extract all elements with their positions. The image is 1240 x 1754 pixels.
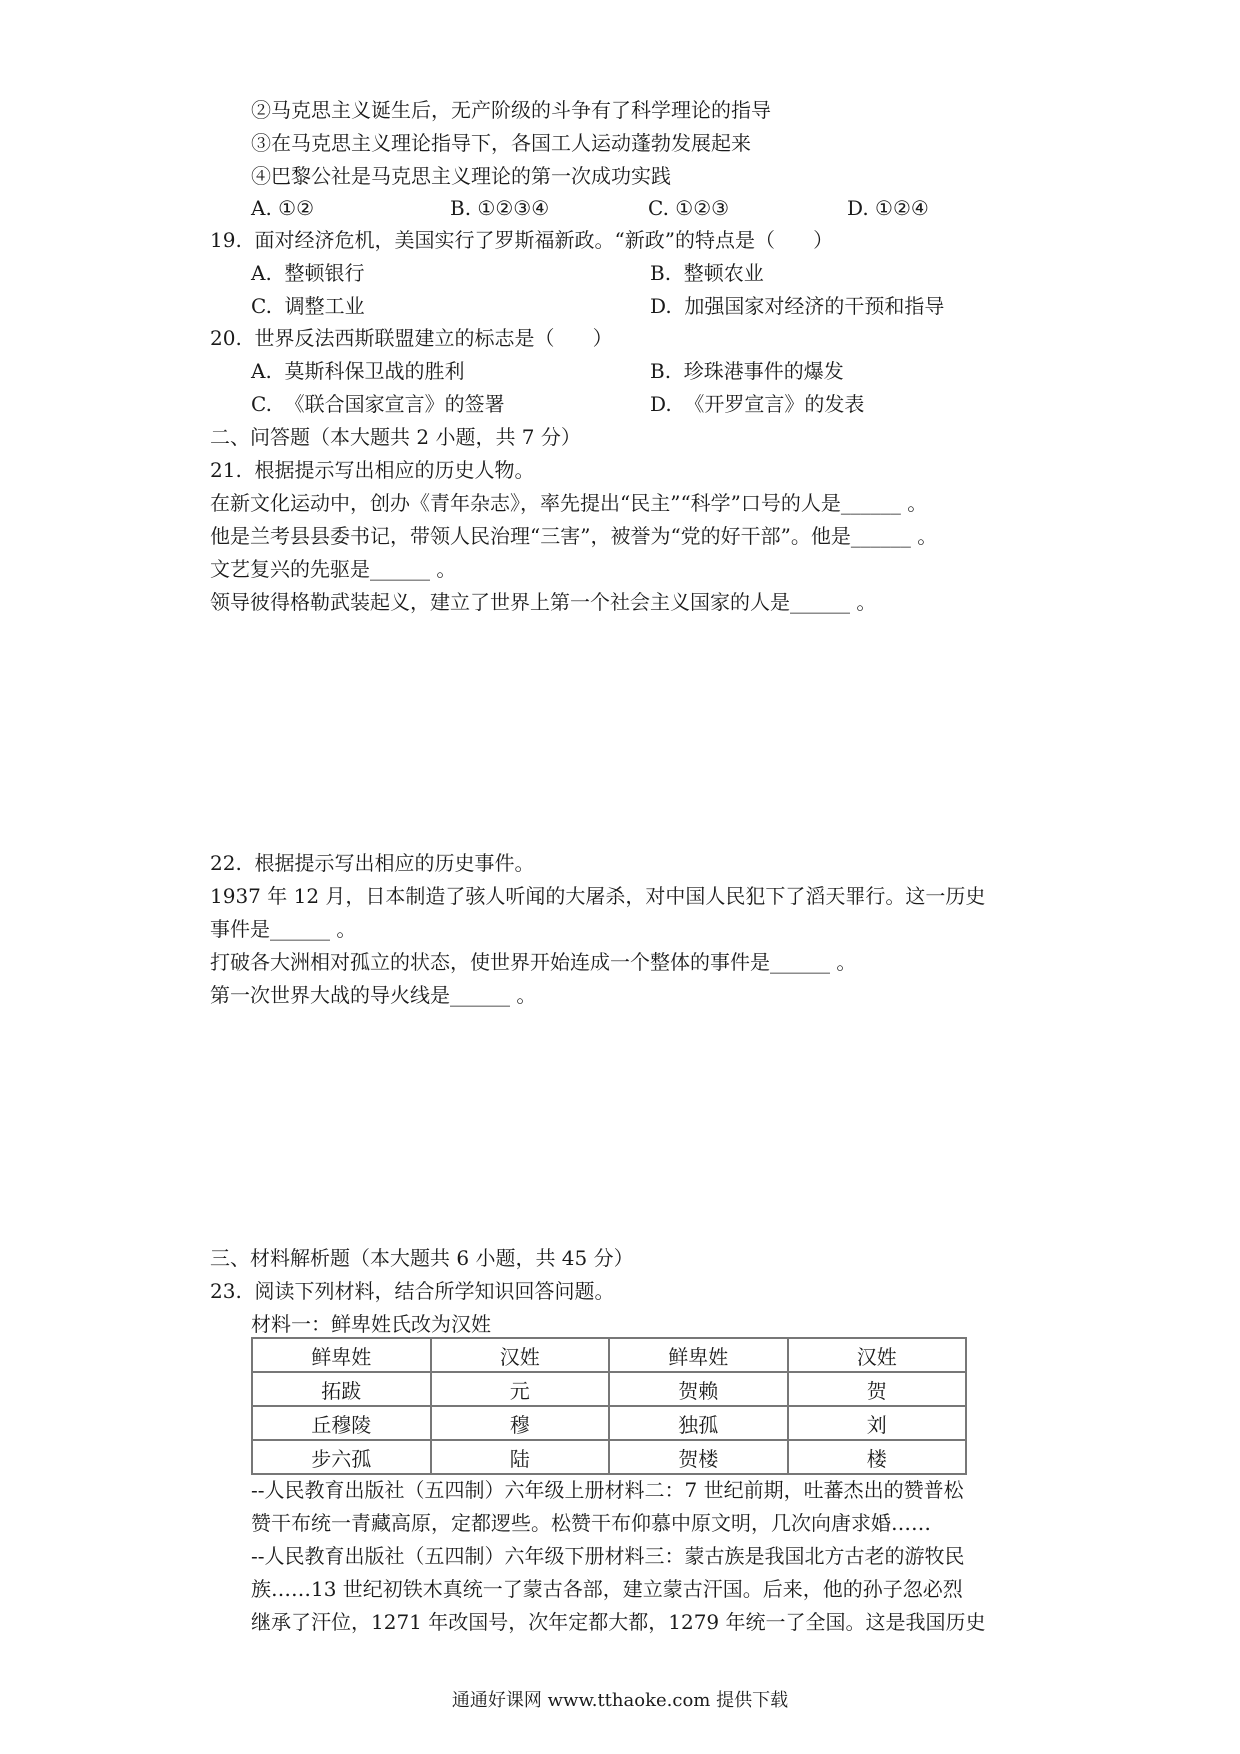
q23-line-1: --人民教育出版社（五四制）六年级上册材料二：7 世纪前期，吐蕃杰出的赞普松 <box>251 1478 964 1502</box>
q20-option-a: A. 莫斯科保卫战的胜利 <box>251 359 465 383</box>
q22-line-3: 打破各大洲相对孤立的状态，使世界开始连成一个整体的事件是______ 。 <box>210 950 857 974</box>
section-3-heading: 三、材料解析题（本大题共 6 小题，共 45 分） <box>210 1246 634 1270</box>
table-header-cell: 鲜卑姓 <box>609 1338 788 1372</box>
q21-line-2: 他是兰考县县委书记，带领人民治理“三害”，被誉为“党的好干部”。他是______ 。 <box>210 524 938 548</box>
surname-table <box>251 1337 967 1475</box>
q23-line-2: 赞干布统一青藏高原，定都逻些。松赞干布仰慕中原文明，几次向唐求婚…… <box>251 1511 931 1535</box>
table-row <box>252 1372 966 1406</box>
q23-stem: 23. 阅读下列材料，结合所学知识回答问题。 <box>210 1279 615 1303</box>
q18-option-b: B. ①②③④ <box>450 196 550 220</box>
q20-stem: 20. 世界反法西斯联盟建立的标志是（ ） <box>210 326 613 350</box>
table-header-cell: 汉姓 <box>788 1338 967 1372</box>
q20-option-d: D. 《开罗宣言》的发表 <box>650 392 865 416</box>
q19-option-d: D. 加强国家对经济的干预和指导 <box>650 294 945 318</box>
page-footer: 通通好课网 www.tthaoke.com 提供下载 <box>451 1690 789 1711</box>
table-cell: 贺赖 <box>609 1372 788 1406</box>
q19-option-a: A. 整顿银行 <box>251 261 365 285</box>
table-cell: 独孤 <box>609 1406 788 1440</box>
q23-line-4: 族……13 世纪初铁木真统一了蒙古各部，建立蒙古汗国。后来，他的孙子忽必烈 <box>251 1577 963 1601</box>
table-cell: 步六孤 <box>252 1440 431 1474</box>
q23-material-1-title: 材料一：鲜卑姓氏改为汉姓 <box>251 1312 491 1336</box>
q22-line-4: 第一次世界大战的导火线是______ 。 <box>210 983 537 1007</box>
q21-line-3: 文艺复兴的先驱是______ 。 <box>210 557 457 581</box>
q19-option-c: C. 调整工业 <box>251 294 365 318</box>
q20-option-b: B. 珍珠港事件的爆发 <box>650 359 844 383</box>
q19-option-b: B. 整顿农业 <box>650 261 764 285</box>
q18-option-c: C. ①②③ <box>648 196 730 220</box>
table-row <box>252 1440 966 1474</box>
q21-stem: 21. 根据提示写出相应的历史人物。 <box>210 458 535 482</box>
table-cell: 元 <box>431 1372 610 1406</box>
table-cell: 丘穆陵 <box>252 1406 431 1440</box>
q21-line-4: 领导彼得格勒武装起义，建立了世界上第一个社会主义国家的人是______ 。 <box>210 590 877 614</box>
table-row <box>252 1406 966 1440</box>
section-2-heading: 二、问答题（本大题共 2 小题，共 7 分） <box>210 425 581 449</box>
q18-statement-3: ③在马克思主义理论指导下，各国工人运动蓬勃发展起来 <box>251 131 751 155</box>
q23-line-5: 继承了汗位，1271 年改国号，次年定都大都，1279 年统一了全国。这是我国历史 <box>251 1610 986 1634</box>
q18-option-a: A. ①② <box>251 196 315 220</box>
table-cell: 楼 <box>788 1440 967 1474</box>
q18-option-d: D. ①②④ <box>847 196 929 220</box>
q20-option-c: C. 《联合国家宣言》的签署 <box>251 392 505 416</box>
q18-statement-4: ④巴黎公社是马克思主义理论的第一次成功实践 <box>251 164 671 188</box>
table-cell: 拓跋 <box>252 1372 431 1406</box>
q22-stem: 22. 根据提示写出相应的历史事件。 <box>210 851 535 875</box>
q21-line-1: 在新文化运动中，创办《青年杂志》，率先提出“民主”“科学”口号的人是______ 。 <box>210 491 928 515</box>
table-cell: 贺楼 <box>609 1440 788 1474</box>
table-cell: 刘 <box>788 1406 967 1440</box>
q22-line-1: 1937 年 12 月，日本制造了骇人听闻的大屠杀，对中国人民犯下了滔天罪行。这一历史 <box>210 884 986 908</box>
table-cell: 陆 <box>431 1440 610 1474</box>
q18-statement-2: ②马克思主义诞生后，无产阶级的斗争有了科学理论的指导 <box>251 98 771 122</box>
table-header-row <box>252 1338 966 1372</box>
table-cell: 贺 <box>788 1372 967 1406</box>
table-header-cell: 汉姓 <box>431 1338 610 1372</box>
table-cell: 穆 <box>431 1406 610 1440</box>
q23-line-3: --人民教育出版社（五四制）六年级下册材料三：蒙古族是我国北方古老的游牧民 <box>251 1544 965 1568</box>
table-header-cell: 鲜卑姓 <box>252 1338 431 1372</box>
q19-stem: 19. 面对经济危机，美国实行了罗斯福新政。“新政”的特点是（ ） <box>210 228 834 252</box>
q22-line-2: 事件是______ 。 <box>210 917 357 941</box>
